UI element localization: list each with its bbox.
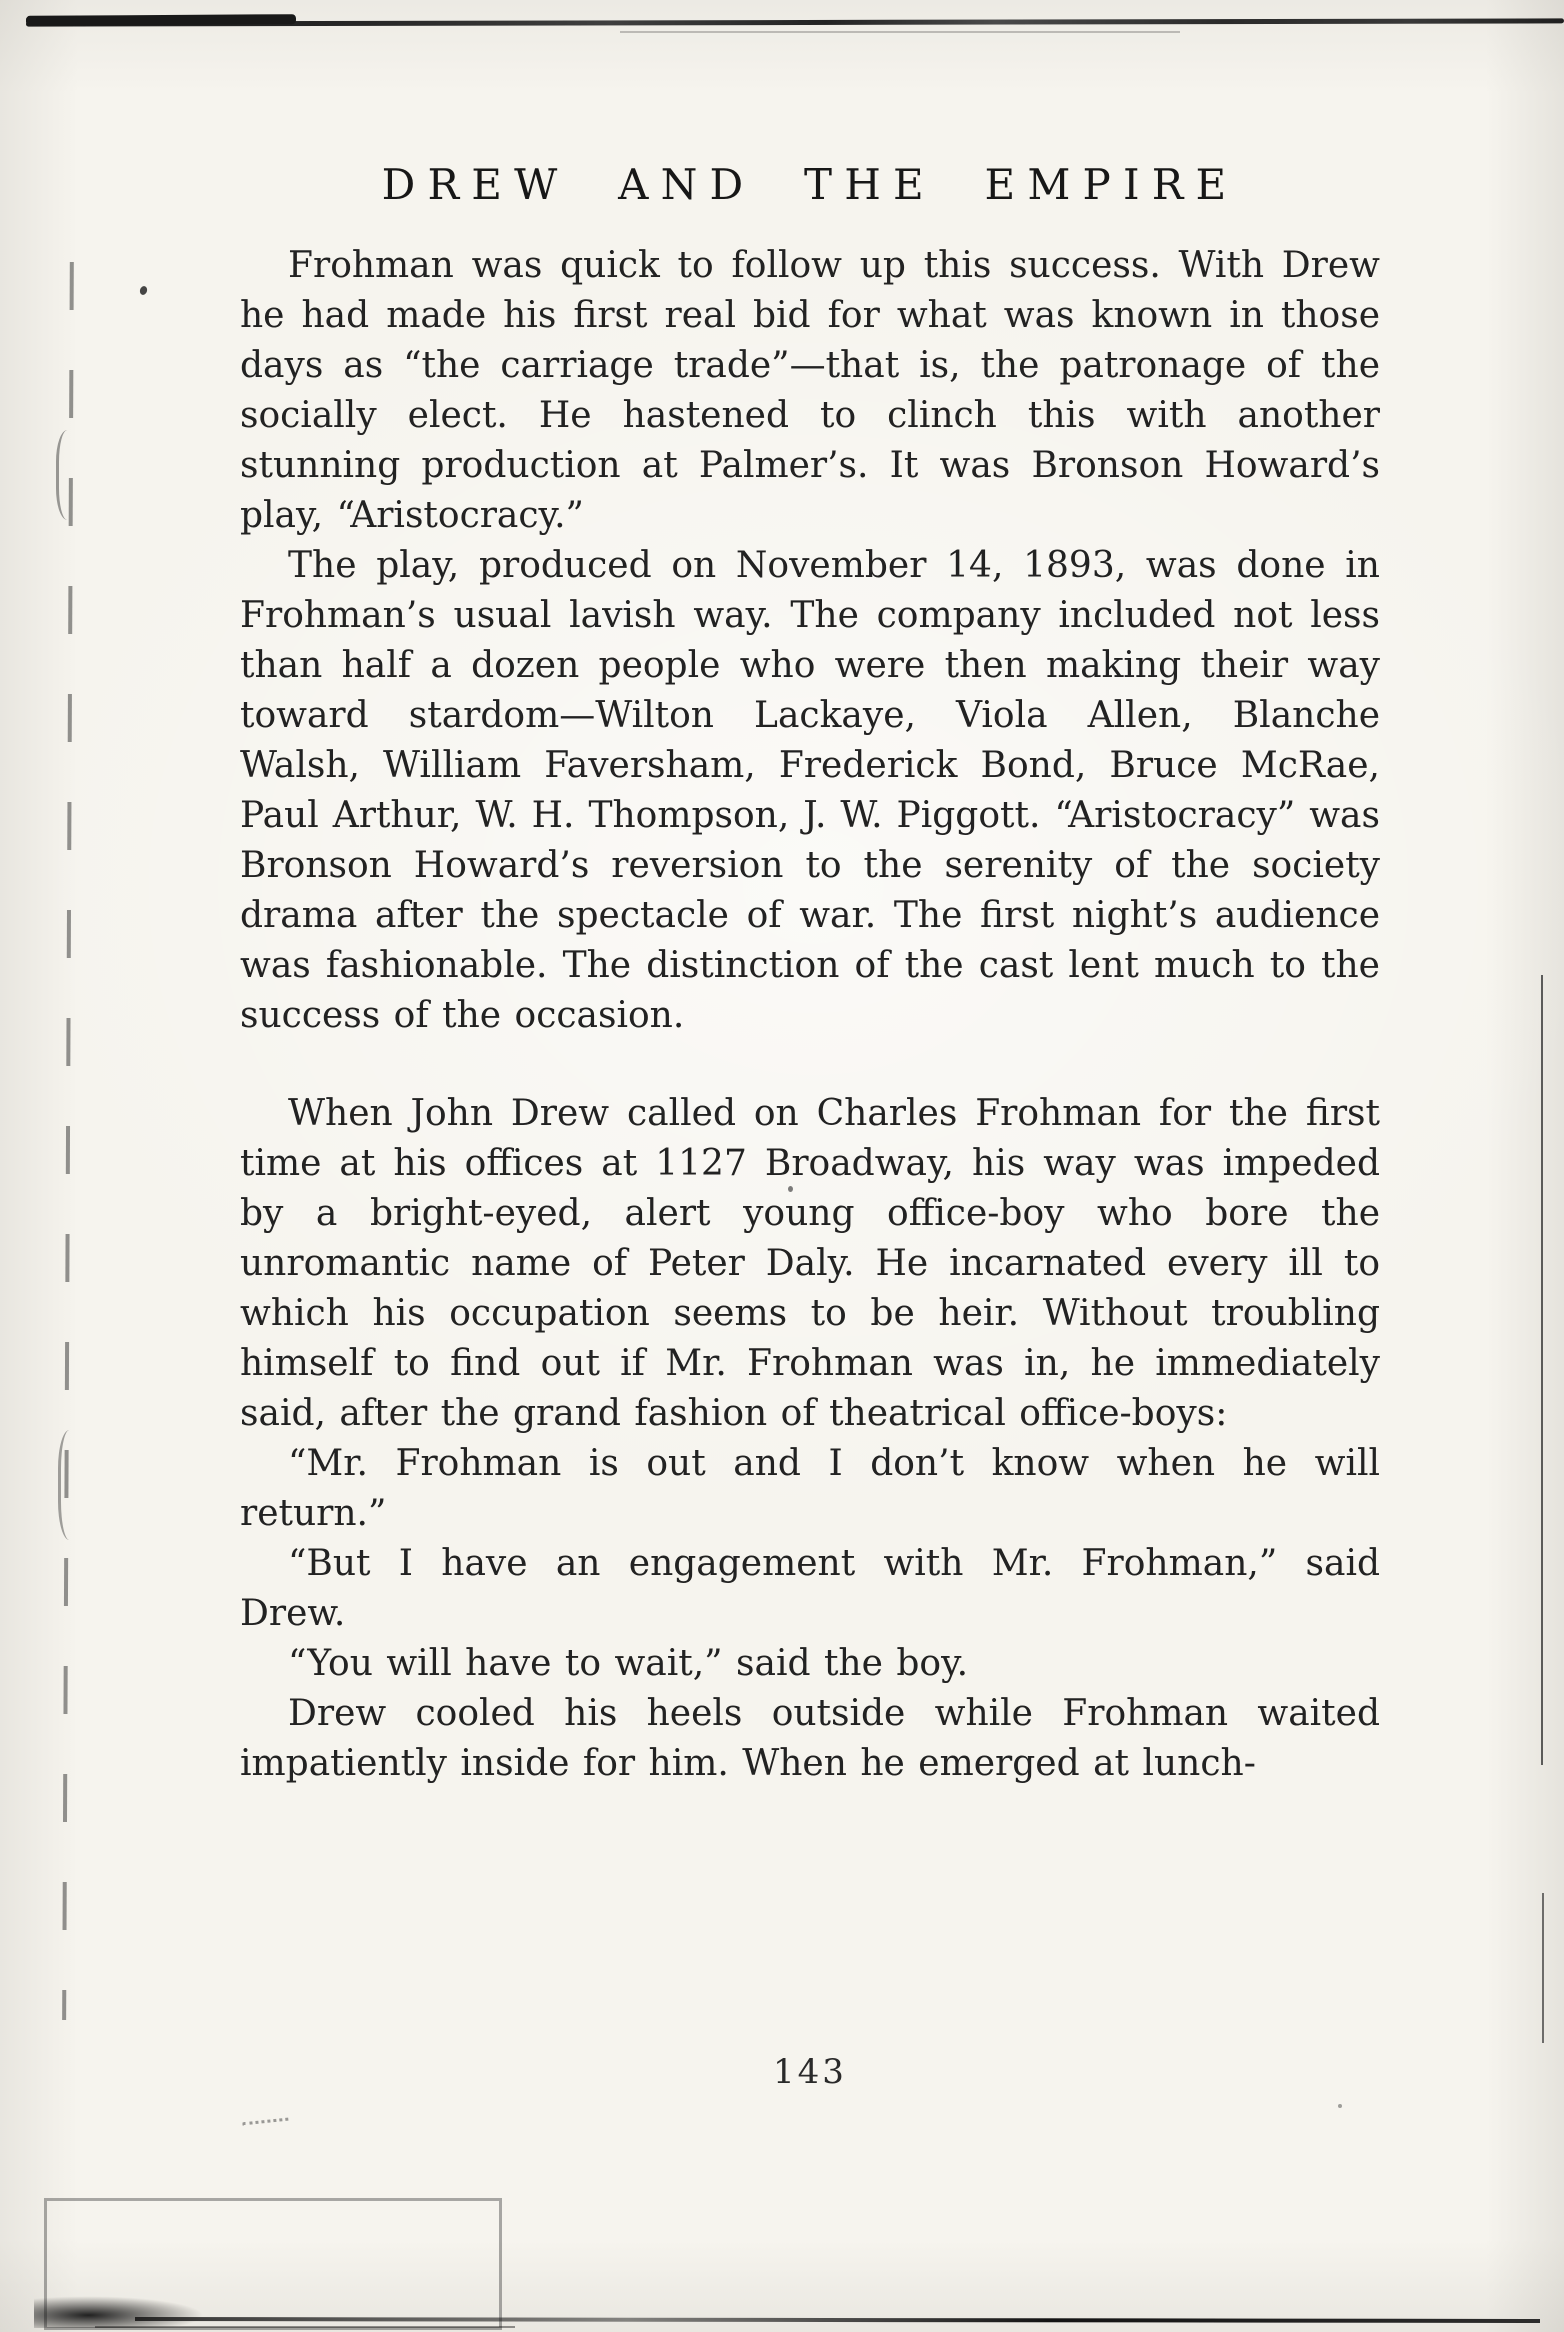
scan-artifact-left-margin-marks <box>62 250 74 2020</box>
scan-artifact-top-edge-echo <box>620 31 1180 33</box>
scan-artifact-bottom-smudge <box>34 2296 204 2328</box>
page-title: DREW AND THE EMPIRE <box>381 160 1239 209</box>
scan-artifact-pencil-squiggle <box>242 2110 289 2126</box>
scan-artifact-top-edge-blob <box>26 14 296 26</box>
scan-artifact-bottom-edge-line <box>135 2317 1540 2323</box>
text-block <box>240 160 1380 1789</box>
scan-artifact-right-margin-line <box>1542 1893 1544 2043</box>
paragraph-dialogue: “You will have to wait,” said the boy. <box>288 1643 969 1684</box>
paragraph-dialogue: “Mr. Frohman is out and I don’t know when he will return.” <box>240 1443 1380 1534</box>
paragraph: Frohman was quick to follow up this success. With Drew he had made his first real bid for what was known in those days as “the carriage trade”—that is, the patronage of the socially elect. He hastened to clinch this with another stunning production at Palmer’s. It was Bronson Howard’s play, “Aristocracy.” <box>240 245 1380 536</box>
paragraph-dialogue: “But I have an engagement with Mr. Frohman,” said Drew. <box>240 1543 1380 1634</box>
scan-artifact-speck <box>1338 2104 1342 2108</box>
scan-artifact-bottom-edge-line <box>95 2326 515 2328</box>
scan-artifact-top-edge-line <box>26 18 1564 26</box>
page-number: 143 <box>773 2052 847 2092</box>
paragraph: Drew cooled his heels outside while Frohman waited impatiently inside for him. When he emerged at lunch- <box>240 1693 1380 1784</box>
scan-artifact-bottom-box <box>44 2198 502 2330</box>
scan-artifact-ink-dot <box>139 285 148 296</box>
scan-artifact-left-hook-mark <box>56 430 75 520</box>
paragraph: The play, produced on November 14, 1893, was done in Frohman’s usual lavish way. The company included not less than half a dozen people who were then making their way toward stardom—Wilton Lackaye, Viola Allen, Blanche Walsh, William Faversham, Frederick Bond, Bruce McRae, Paul Arthur, W. H. Thompson, J. W. Piggott. “Aristocracy” was Bronson Howard’s reversion to the serenity of the society drama after the spectacle of war. The first night’s audience was fashionable. The distinction of the cast lent much to the success of the occasion. <box>240 545 1380 1036</box>
paragraph: When John Drew called on Charles Frohman for the first time at his offices at 1127 Broadway, his way was impeded by a bright-eyed, alert young office-boy who bore the unromantic name of Peter Daly. He incarnated every ill to which his occupation seems to be heir. Without troubling himself to find out if Mr. Frohman was in, he immediately said, after the grand fashion of theatrical office-boys: <box>240 1093 1380 1434</box>
scan-artifact-left-hook-mark <box>58 1430 77 1540</box>
scan-artifact-right-margin-line <box>1541 975 1543 1765</box>
